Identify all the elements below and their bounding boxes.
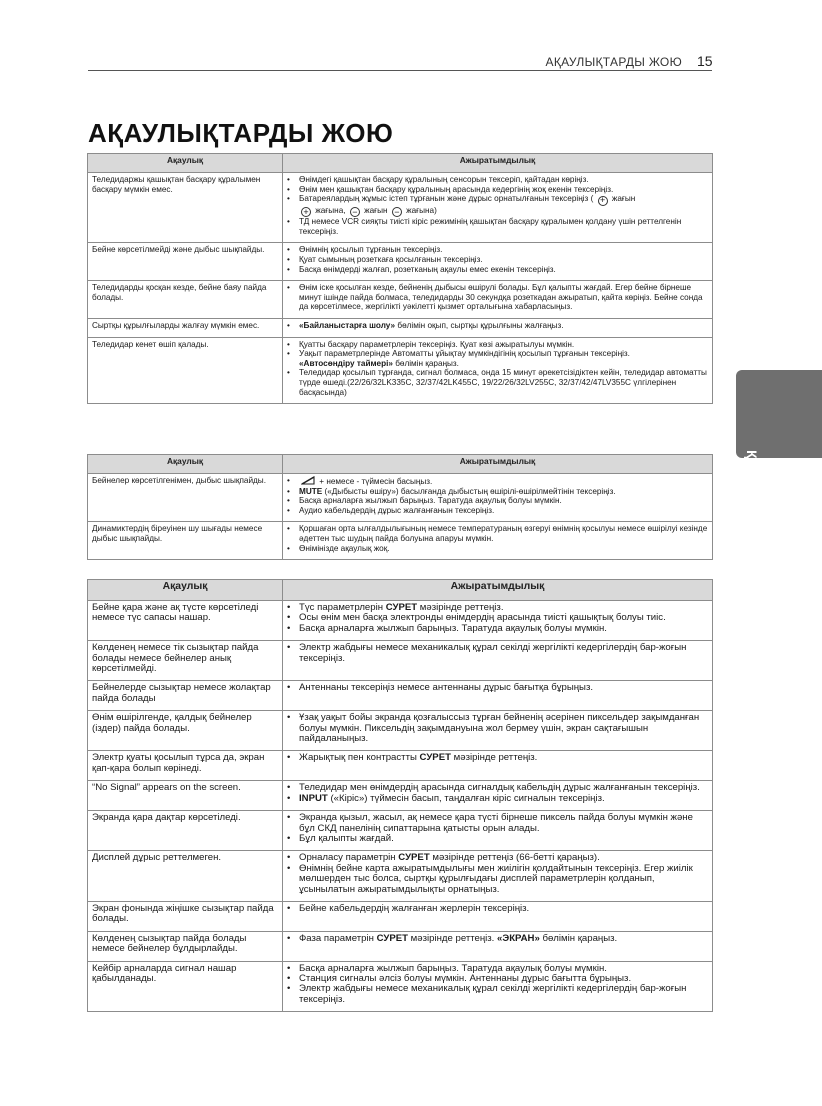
troubleshooting-table-remote-power [87,153,713,404]
plus-circle-icon: + [301,207,311,217]
problem-cell: Теледидарды қосқан кезде, бейне баяу пайда болады. [88,281,283,319]
problem-cell: Кейбір арналарда сигнал нашар қабылданады. [88,961,283,1012]
problem-cell: Дисплей дұрыс реттелмеген. [88,851,283,902]
header-rule [88,70,712,71]
table-header-row [88,580,713,601]
problem-cell: Бейнелерде сызықтар немесе жолақтар пайда болады [88,681,283,711]
solution-cell [283,337,713,404]
solution-cell [283,173,713,243]
solution-cell [283,811,713,851]
solution-item: • Қуатты басқару параметрлерін тексеріңіз. Қуат көзі ажыратылуы мүмкін. [287,340,708,350]
table-row [88,811,713,851]
column-header-problem: Ақаулық [88,580,283,601]
solution-item: • Басқа арналарға жылжып барыңыз. Таратуда ақаулық болуы мүмкін. [287,964,708,974]
solution-item: • Бұл қалыпты жағдай. [287,834,708,844]
solution-item: • Өнімнің қосылып тұрғанын тексеріңіз. [287,245,708,255]
solution-item: • Антеннаны тексеріңіз немесе антеннаны дұрыс бағытқа бұрыңыз. [287,683,708,693]
table-row [88,901,713,931]
problem-cell: Динамиктердің біреуінен шу шығады немесе дыбыс шықпайды. [88,522,283,560]
table-row [88,751,713,781]
problem-cell: Көлденең немесе тік сызықтар пайда болады немесе бейнелер анық көрсетілмейді. [88,641,283,681]
column-header-solution: Ажыратымдылық [283,154,713,173]
table-header-row [88,455,713,474]
solution-item: • Жарықтық пен контрастты СУРЕТ мәзірінде реттеңіз. [287,753,708,763]
solution-item: • Өнімнің бейне карта ажыратымдылығы мен жиілігін қолдайтынын тексеріңіз. Егер жиілік мөлшерден тыс болса, сыртқы құрылғыдағы дисплей параметрлерін қолданып, ұсынылатын ажыратымдылықты орнатыңыз. [287,864,708,895]
solution-item: • Түс параметрлерін СУРЕТ мәзірінде реттеңіз. [287,603,708,613]
column-header-problem: Ақаулық [88,455,283,474]
troubleshooting-table-picture [87,579,713,1012]
solution-item: • Басқа арналарға жылжып барыңыз. Таратуда ақаулық болуы мүмкін. [287,624,708,634]
solution-cell [283,681,713,711]
solution-cell [283,851,713,902]
solution-item: • Фаза параметрін СУРЕТ мәзірінде реттеңіз. «ЭКРАН» бөлімін қараңыз. [287,934,708,944]
problem-cell: Экранда қара дақтар көрсетіледі. [88,811,283,851]
table-row [88,711,713,751]
solution-item: • + немесе - түймесін басыңыз. [287,476,708,487]
table-row [88,173,713,243]
table-row [88,641,713,681]
problem-cell: Өнім өшірілгенде, қалдық бейнелер (іздер) пайда болады. [88,711,283,751]
solution-item: • Өнімінізде ақаулық жоқ. [287,544,708,554]
solution-item: • Электр жабдығы немесе механикалық құрал секілді жергілікті кедергілердің бар-жоғын тексеріңіз. [287,643,708,664]
solution-item: • Теледидар қосылып тұрғанда, сигнал болмаса, онда 15 минут әрекетсізідіктен кейін, теледидар автоматты түрде өшеді.(22/26/32LK335C, 32/37/42LK455C, 19/22/26/32LV255C, 32/37/42/47LV355C үлгілерінен басқасында) [287,368,708,397]
table-row [88,318,713,337]
minus-circle-icon: − [350,207,360,217]
troubleshooting-table-audio [87,454,713,560]
solution-item: • Қуат сымының розеткаға қосылғанын тексеріңіз. [287,255,708,265]
column-header-problem: Ақаулық [88,154,283,173]
solution-item: • «Байланыстарға шолу» бөлімін оқып, сыртқы құрылғыны жалғаңыз. [287,321,708,331]
solution-item: • Басқа өнімдерді жалғап, розетканың ақаулы емес екенін тексеріңіз. [287,265,708,275]
volume-icon [301,476,315,485]
solution-item: • MUTE («Дыбысты өшіру») басылғанда дыбыстың өшірілі-өшірілмейтінін тексеріңіз. [287,487,708,497]
table-row [88,851,713,902]
problem-cell: Бейне қара және ақ түсте көрсетіледі немесе түс сапасы нашар. [88,601,283,641]
solution-item: • Қоршаған орта ылғалдылығының немесе температураның өзгеруі өнімнің қосылуы немесе өшірілуі кезінде әдеттен тыс шудың пайда болуына апаруы мүмкін. [287,524,708,543]
solution-item: • Ұзақ уақыт бойы экранда қозғалыссыз тұрған бейненің әсерінен пиксельдер зақымданған болуы мүмкін. Пиксельдің зақымдануына жол бермеу үшін, экран сақтағышын пайдаланыңыз. [287,713,708,744]
table-row [88,474,713,522]
column-header-solution: Ажыратымдылық [283,580,713,601]
problem-cell: Сыртқы құрылғыларды жалғау мүмкін емес. [88,318,283,337]
solution-cell [283,522,713,560]
page-title: АҚАУЛЫҚТАРДЫ ЖОЮ [88,118,394,148]
problem-cell: Көлденең сызықтар пайда болады немесе бейнелер бұлдырлайды. [88,931,283,961]
solution-item: • Теледидар мен өнімдердің арасында сигналдық кабельдің дұрыс жалғанғанын тексеріңіз. [287,783,708,793]
solution-cell [283,781,713,811]
solution-cell [283,931,713,961]
page-number: 15 [697,53,713,69]
problem-cell: Бейнелер көрсетілгенімен, дыбыс шықпайды. [88,474,283,522]
language-side-tab [736,370,822,510]
problem-cell: Электр қуаты қосылып тұрса да, экран қап-қара болып көрінеді. [88,751,283,781]
solution-cell [283,318,713,337]
column-header-solution: Ажыратымдылық [283,455,713,474]
solution-item: • Бейне кабельдердің жалғанған жерлерін тексеріңіз. [287,904,708,914]
solution-cell [283,711,713,751]
table-header-row [88,154,713,173]
table-row [88,522,713,560]
problem-cell: Экран фонында жіңішке сызықтар пайда болады. [88,901,283,931]
solution-item: • Осы өнім мен басқа электронды өнімдердің арасында тиісті қашықтық болуы тиіс. [287,613,708,623]
solution-item: • Уақыт параметрлерінде Автоматты ұйықтау мүмкіндігінің қосылып тұрғанын тексеріңіз. «Автосөндіру таймері» бөлімін қараңыз. [287,349,708,368]
language-tab-label: Қазақша [744,450,760,510]
solution-cell [283,751,713,781]
solution-cell [283,961,713,1012]
problem-cell: “No Signal” appears on the screen. [88,781,283,811]
table-row [88,961,713,1012]
solution-cell [283,243,713,281]
solution-item: • Электр жабдығы немесе механикалық құрал секілді жергілікті кедергілердің бар-жоғын тексеріңіз. [287,984,708,1005]
solution-item: • Орналасу параметрін СУРЕТ мәзірінде реттеңіз (66-бетті қараңыз). [287,853,708,863]
running-header: АҚАУЛЫҚТАРДЫ ЖОЮ [545,55,682,69]
solution-item: • Экранда қызыл, жасыл, ақ немесе қара түсті бірнеше пиксель пайда болуы мүмкін және бұл СКД панелінің сипаттарына қатысты орын алады. [287,813,708,834]
solution-cell [283,601,713,641]
problem-cell: Теледидаржы қашықтан басқару құралымен басқару мүмкін емес. [88,173,283,243]
solution-item: • Аудио кабельдердің дұрыс жалғанғанын тексеріңіз. [287,506,708,516]
table-row [88,281,713,319]
problem-cell: Бейне көрсетілмейді және дыбыс шықпайды. [88,243,283,281]
minus-circle-icon: − [392,207,402,217]
solution-item: • Басқа арналарға жылжып барыңыз. Таратуда ақаулық болуы мүмкін. [287,496,708,506]
table-row [88,781,713,811]
solution-item: • Батареялардың жұмыс істеп тұрғанын және дұрыс орнатылғанын тексеріңіз ( + жағын + жағына, − жағын − жағына) [287,194,708,217]
table-row [88,601,713,641]
table-row [88,243,713,281]
solution-cell [283,641,713,681]
solution-cell [283,474,713,522]
solution-item: • ТД немесе VCR сияқты тиісті кіріс режимінің қашықтан басқару құралымен қолдану үшін реттелгенін тексеріңіз. [287,217,708,236]
solution-cell [283,901,713,931]
table-row [88,337,713,404]
problem-cell: Теледидар кенет өшіп қалады. [88,337,283,404]
plus-circle-icon: + [598,196,608,206]
solution-item: • Өнім мен қашықтан басқару құралының арасында кедергінің жоқ екенін тексеріңіз. [287,185,708,195]
solution-cell [283,281,713,319]
solution-item: • Станция сигналы әлсіз болуы мүмкін. Антеннаны дұрыс бағытта бұрыңыз. [287,974,708,984]
solution-item: • INPUT («Кіріс») түймесін басып, таңдалған кіріс сигналын тексеріңіз. [287,794,708,804]
solution-item: • Өнімдегі қашықтан басқару құралының сенсорын тексеріп, қайтадан көріңіз. [287,175,708,185]
table-row [88,681,713,711]
solution-item: • Өнім іске қосылған кезде, бейненің дыбысы өшірулі болады. Бұл қалыпты жағдай. Егер бейне бірнеше минут ішінде пайда болмаса, теледидарды 30 секундқа розеткадан ажыратып, қайта көріңіз. Бейне сонда да көрсетілмесе, жергілікті уәкілетті қызмет орталығына хабарласыңыз. [287,283,708,312]
table-row [88,931,713,961]
